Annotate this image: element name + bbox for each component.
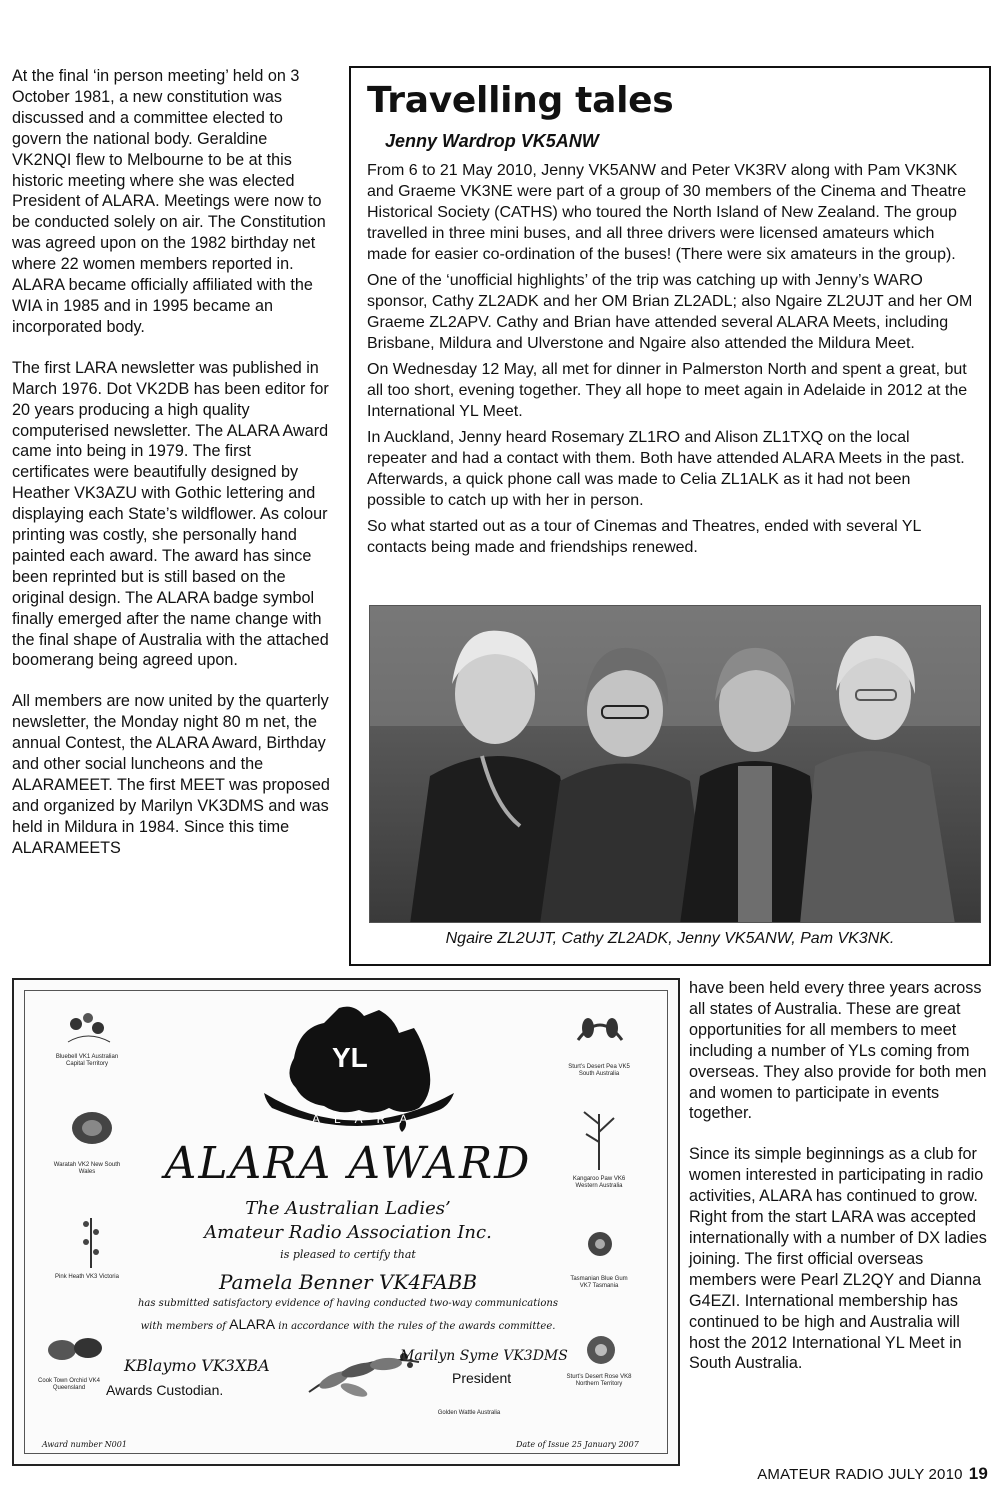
certificate-line-5-pre: with members of (140, 1321, 226, 1332)
certificate-line-4: has submitted satisfactory evidence of having conducted two-way communications (137, 1298, 559, 1309)
alara-award-certificate (12, 978, 680, 1466)
tasmanian-blue-gum-flower-icon (580, 1226, 620, 1262)
right-column (689, 978, 994, 1394)
right-paragraph-2: Since its simple beginnings as a club for women interested in participating in radio activities, ALARA has continued to grow. Right from the start LARA was accepted internationally with a number of DX ladies joining. The first official overseas members were Pearl ZL2QY and Dianna G4EZI. International membership has continued to be high and Australia will host the 2012 International YL Meet in South Australia. (689, 1145, 987, 1373)
article-author: Jenny Wardrop VK5ANW (385, 131, 599, 151)
cooktown-orchid-label: Cook Town Orchid VK4 Queensland (38, 1378, 100, 1391)
map-logo-text: YL (332, 1042, 368, 1073)
certificate-title: ALARA AWARD (164, 1138, 532, 1189)
award-number: Award number N001 (42, 1440, 127, 1449)
group-photo (369, 605, 981, 923)
pink-heath-label: Pink Heath VK3 Victoria (55, 1274, 119, 1280)
certificate-line-5-post: in accordance with the rules of the awards committee. (278, 1321, 556, 1332)
left-paragraph-2: The first LARA newsletter was published in March 1976. Dot VK2DB has been editor for 20 years producing a high quality computerised newsletter. The ALARA Award came into being in 1979. The first certificates were beautifully designed by Heather VK3AZU with Gothic lettering and displaying each State’s wildflower. As colour printing was costly, she personally hand painted each award. The award has since been reprinted but is still based on the original design. The ALARA badge symbol finally emerged after the name change with the final shape of Australia with the attached boomerang being agreed upon. (12, 358, 329, 670)
publication-name: AMATEUR RADIO JULY 2010 (757, 1466, 963, 1483)
bluebell-flower-icon (58, 1002, 118, 1050)
article-paragraph-3: On Wednesday 12 May, all met for dinner in Palmerston North and spent a great, but all too short, evening together. They all hope to meet again in Adelaide in 2012 at the International YL Meet. (367, 361, 968, 420)
article-paragraph-1: From 6 to 21 May 2010, Jenny VK5ANW and Peter VK3RV along with Pam VK3NK and Graeme VK3NE were part of a group of 30 members of the Cinema and Theatre Historical Society (CATHS) who toured the North Island of New Zealand. The group travelled in three mini buses, and all three drivers were licensed amateurs which made for easier co-ordination of the buses! (There were six amateurs in the group). (367, 162, 967, 263)
waratah-flower-icon (62, 1100, 122, 1160)
sturts-desert-rose-flower-icon (576, 1330, 626, 1370)
right-paragraph-1: have been held every three years across all states of Australia. These are great opportunities for all members to meet including a number of YLs coming from overseas. They also provide for both men and women to participate in events together. (689, 979, 987, 1123)
page-number: 19 (968, 1464, 988, 1483)
boomerang-text: ALARA (312, 1112, 422, 1126)
article-paragraph-5: So what started out as a tour of Cinemas and Theatres, ended with several YL contacts being made and friendships renewed. (367, 518, 921, 556)
president-label: President (452, 1370, 512, 1386)
signature-president: Marilyn Syme VK3DMS (400, 1348, 568, 1364)
certificate-line-3: is pleased to certify that (280, 1248, 416, 1261)
certificate-line-2: Amateur Radio Association Inc. (204, 1222, 492, 1243)
left-paragraph-1: At the final ‘in person meeting’ held on 3 October 1981, a new constitution was discussed and a committee elected to govern the national body. Geraldine VK2NQI flew to Melbourne to be at this historic meeting where she was elected President of ALARA. Meetings were now to be conducted solely on air. The Constitution was agreed upon on the 1982 birthday net where 22 women members reported in. ALARA became officially affiliated with the WIA in 1985 and in 1995 became an incorporated body. (12, 67, 326, 336)
page-footer (757, 1464, 988, 1484)
sturts-desert-rose-label: Sturt’s Desert Rose VK8 Northern Territory (566, 1374, 632, 1387)
left-column (12, 66, 330, 879)
certificate-recipient: Pamela Benner VK4FABB (218, 1270, 478, 1294)
article-paragraph-2: One of the ‘unofficial highlights’ of the trip was catching up with Jenny’s WARO sponsor, Cathy ZL2ADK and her OM Brian ZL2ADL; also Ngaire ZL2UJT and her OM Graeme ZL2APV. Cathy and Brian have attended several ALARA Meets, including Brisbane, Mildura and Ulverstone and Ngaire also attended the Mildura Meet. (367, 272, 973, 352)
certificate-line-1: The Australian Ladies’ (245, 1198, 451, 1219)
certificate-line-5-alara: ALARA (229, 1316, 276, 1332)
awards-custodian-label: Awards Custodian. (106, 1382, 224, 1398)
sturts-desert-pea-label: Sturt’s Desert Pea VK5 South Australia (568, 1064, 630, 1077)
waratah-label: Waratah VK2 New South Wales (53, 1162, 121, 1175)
left-paragraph-3: All members are now united by the quarterly newsletter, the Monday night 80 m net, the annual Contest, the ALARA Award, Birthday and other social luncheons and the ALARAMEET. The first MEET was proposed and organized by Marilyn VK3DMS and was held in Mildura in 1984. Since this time ALARAMEETS (12, 692, 330, 857)
tasmanian-blue-gum-label: Tasmanian Blue Gum VK7 Tasmania (570, 1276, 628, 1289)
kangaroo-paw-flower-icon (574, 1104, 624, 1172)
article-title: Travelling tales (367, 80, 674, 121)
bluebell-label: Bluebell VK1 Australian Capital Territory (55, 1054, 119, 1067)
golden-wattle-label: Golden Wattle Australia (437, 1410, 501, 1416)
wattle-branch-decoration (304, 1332, 424, 1412)
signature-awards-custodian: KBlaymo VK3XBA (124, 1356, 270, 1375)
sturts-desert-pea-flower-icon (570, 1000, 630, 1056)
pink-heath-flower-icon (66, 1210, 116, 1270)
photo-caption: Ngaire ZL2UJT, Cathy ZL2ADK, Jenny VK5ANW, Pam VK3NK. (445, 930, 895, 947)
kangaroo-paw-label: Kangaroo Paw VK6 Western Australia (572, 1176, 626, 1189)
date-of-issue: Date of Issue 25 January 2007 (516, 1440, 639, 1449)
cooktown-orchid-flower-icon (42, 1328, 112, 1374)
article-paragraph-4: In Auckland, Jenny heard Rosemary ZL1RO and Alison ZL1TXQ on the local repeater and had a contact with them. Both have attended ALARA Meets in the past. Afterwards, a quick phone call was made to Celia ZL1ALK as it had not been possible to catch up with her in person. (367, 429, 965, 509)
